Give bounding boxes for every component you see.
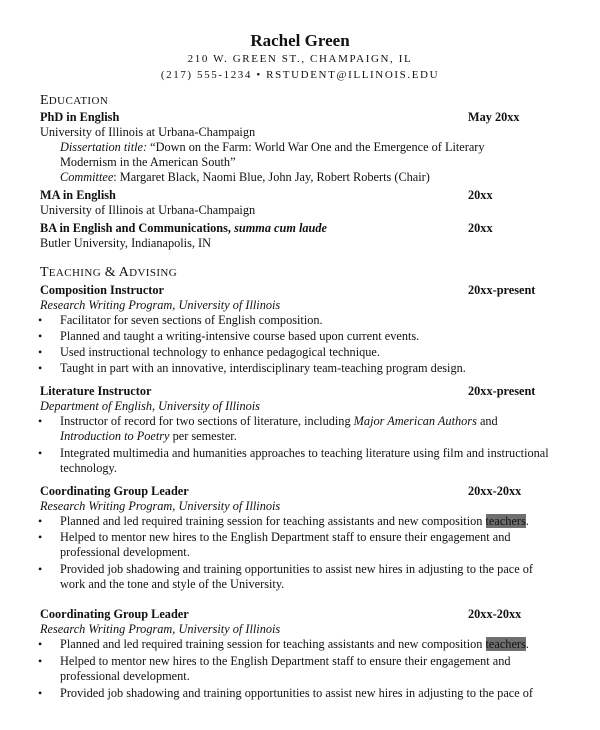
job-org: Research Writing Program, University of Illinois [40, 298, 281, 312]
job-org: Research Writing Program, University of Illinois [40, 499, 281, 513]
bullet-text: Helped to mentor new hires to the English Department staff to ensure their engagement and [60, 654, 511, 668]
bullet-text-cont: technology. [60, 461, 117, 475]
dissertation-line-1: Dissertation title: “Down on the Farm: World War One and the Emergence of Literary [60, 140, 485, 154]
bullet-text: Provided job shadowing and training opportunities to assist new hires in adjusting to the pace of [60, 686, 534, 700]
job-title: Coordinating Group Leader [40, 484, 189, 498]
candidate-name: Rachel Green [250, 31, 350, 50]
highlighted-word: teachers [485, 514, 526, 528]
job-org: Department of English, University of Illinois [40, 399, 260, 413]
teaching-heading: TEACHING & ADVISING [40, 265, 178, 280]
bullet-text: Integrated multimedia and humanities approaches to teaching literature using film and instructional [60, 446, 549, 460]
job-title: Literature Instructor [40, 384, 152, 398]
job-title: Coordinating Group Leader [40, 607, 189, 621]
bullet-icon: • [38, 686, 43, 700]
degree-ba: BA in English and Communications, summa cum laude [40, 221, 328, 235]
bullet-text: Planned and led required training session for teaching assistants and new composition teachers. [60, 637, 529, 651]
bullet-icon: • [38, 446, 43, 460]
degree-ba-school: Butler University, Indianapolis, IN [40, 236, 211, 250]
bullet-text: Instructor of record for two sections of literature, including Major American Authors and [60, 414, 498, 428]
degree-phd: PhD in English [40, 110, 120, 124]
bullet-text-cont: work and the tone and style of the University. [60, 577, 285, 591]
bullet-icon: • [38, 329, 43, 343]
job-date: 20xx-20xx [468, 607, 522, 621]
bullet-icon: • [38, 514, 43, 528]
bullet-icon: • [38, 637, 43, 651]
bullet-icon: • [38, 345, 43, 359]
contact-line: (217) 555-1234 • RSTUDENT@ILLINOIS.EDU [160, 69, 440, 81]
bullet-text-cont: professional development. [60, 545, 190, 559]
bullet-text: Provided job shadowing and training opportunities to assist new hires in adjusting to the pace of [60, 562, 534, 576]
highlighted-word: teachers [485, 637, 526, 651]
bullet-text-cont: Introduction to Poetry per semester. [60, 429, 237, 443]
bullet-icon: • [38, 361, 43, 375]
job-date: 20xx-20xx [468, 484, 522, 498]
job-date: 20xx-present [468, 283, 536, 297]
education-heading: EDUCATION [40, 93, 109, 108]
bullet-text: Used instructional technology to enhance pedagogical technique. [60, 345, 380, 359]
dissertation-line-2: Modernism in the American South” [60, 155, 236, 169]
degree-phd-school: University of Illinois at Urbana-Champaign [40, 125, 256, 139]
bullet-text: Facilitator for seven sections of English composition. [60, 313, 323, 327]
degree-ma-date: 20xx [468, 188, 493, 202]
bullet-icon: • [38, 654, 43, 668]
bullet-text: Helped to mentor new hires to the English Department staff to ensure their engagement and [60, 530, 511, 544]
degree-ma-school: University of Illinois at Urbana-Champaign [40, 203, 256, 217]
address-line: 210 W. GREEN ST., CHAMPAIGN, IL [187, 53, 413, 65]
bullet-icon: • [38, 313, 43, 327]
bullet-text: Taught in part with an innovative, interdisciplinary team-teaching program design. [60, 361, 466, 375]
job-title: Composition Instructor [40, 283, 164, 297]
bullet-icon: • [38, 562, 43, 576]
job-date: 20xx-present [468, 384, 536, 398]
bullet-icon: • [38, 414, 43, 428]
degree-ma: MA in English [40, 188, 116, 202]
bullet-text: Planned and led required training session for teaching assistants and new composition teachers. [60, 514, 529, 528]
bullet-text: Planned and taught a writing-intensive course based upon current events. [60, 329, 420, 343]
bullet-text-cont: professional development. [60, 669, 190, 683]
job-org: Research Writing Program, University of Illinois [40, 622, 281, 636]
committee-line: Committee: Margaret Black, Naomi Blue, John Jay, Robert Roberts (Chair) [60, 170, 430, 184]
degree-phd-date: May 20xx [468, 110, 520, 124]
bullet-icon: • [38, 530, 43, 544]
degree-ba-date: 20xx [468, 221, 493, 235]
